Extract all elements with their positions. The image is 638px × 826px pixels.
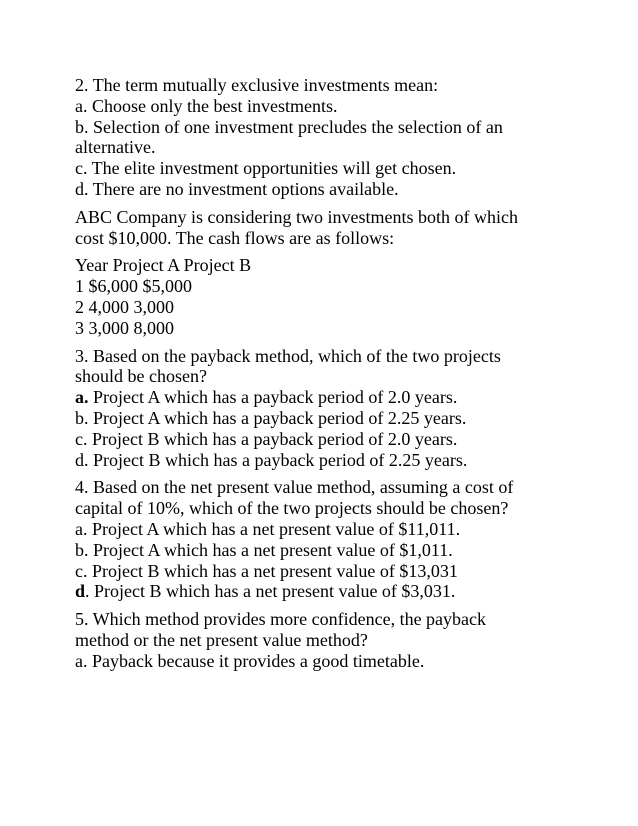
option-text: Project A which has a payback period of 2.0 years. (88, 387, 458, 408)
question-3-text: should be chosen? (75, 366, 207, 387)
question-2-option-b-continued: alternative. (75, 137, 156, 158)
cash-flow-table (75, 255, 565, 338)
scenario-line: cost $10,000. The cash flows are as follows: (75, 227, 395, 248)
scenario-block (75, 207, 565, 249)
question-4-text: 4. Based on the net present value method, assuming a cost of (75, 477, 514, 498)
answer-marker: a. (75, 387, 89, 408)
answer-marker: d (75, 581, 86, 602)
cash-flow-row: 2 4,000 3,000 (75, 296, 174, 317)
cash-flow-row: 1 $6,000 $5,000 (75, 276, 192, 297)
question-4-option-b: b. Project A which has a net present value of $1,011. (75, 539, 453, 560)
question-2-block (75, 75, 565, 200)
scenario-line: ABC Company is considering two investments both of which (75, 206, 518, 227)
question-4-option-c: c. Project B which has a net present value of $13,031 (75, 560, 458, 581)
question-3-option-d: d. Project B which has a payback period of 2.25 years. (75, 449, 468, 470)
question-3-option-a (75, 387, 565, 408)
question-5-text: 5. Which method provides more confidence, the payback (75, 609, 487, 630)
cash-flow-row: 3 3,000 8,000 (75, 317, 174, 338)
question-4-text: capital of 10%, which of the two projects should be chosen? (75, 498, 509, 519)
question-3-block (75, 346, 565, 471)
cash-flow-header: Year Project A Project B (75, 255, 252, 276)
question-2-option-d: d. There are no investment options available. (75, 178, 399, 199)
question-2-option-b: b. Selection of one investment precludes the selection of an (75, 116, 503, 137)
question-4-option-a: a. Project A which has a net present value of $11,011. (75, 518, 461, 539)
question-3-option-b: b. Project A which has a payback period of 2.25 years. (75, 407, 467, 428)
option-text: . Project B which has a net present value of $3,031. (85, 581, 456, 602)
question-3-option-c: c. Project B which has a payback period of 2.0 years. (75, 428, 458, 449)
question-4-option-d (75, 581, 565, 602)
document-body (75, 75, 565, 679)
question-2-option-c: c. The elite investment opportunities will get chosen. (75, 158, 457, 179)
question-5-option-a: a. Payback because it provides a good timetable. (75, 650, 425, 671)
question-5-text: method or the net present value method? (75, 629, 368, 650)
question-3-text: 3. Based on the payback method, which of the two projects (75, 345, 501, 366)
question-4-block (75, 477, 565, 602)
question-2-option-a: a. Choose only the best investments. (75, 95, 338, 116)
question-5-block (75, 609, 565, 671)
question-2-text: 2. The term mutually exclusive investments mean: (75, 75, 439, 95)
